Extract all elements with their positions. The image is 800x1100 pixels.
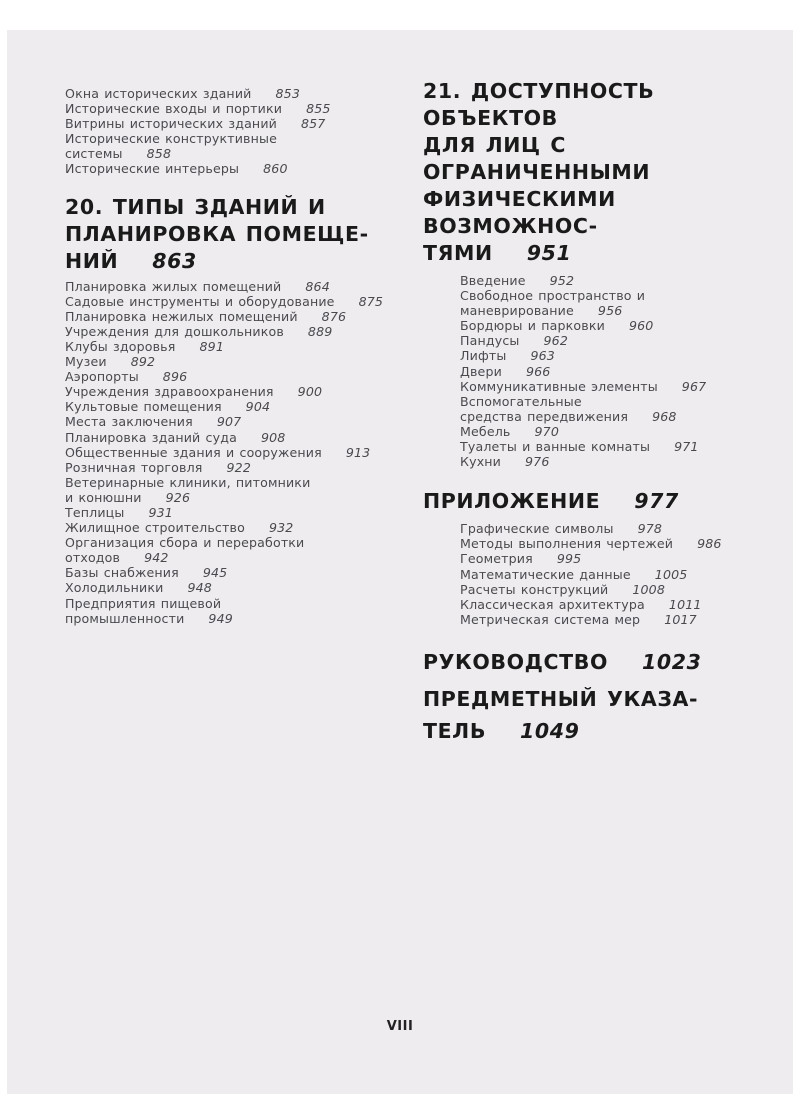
entry-page: 968 — [652, 408, 677, 424]
toc-entry — [65, 505, 405, 520]
toc-entry — [460, 394, 783, 409]
entry-title: Клубы здоровья — [65, 338, 176, 354]
entry-page: 913 — [345, 444, 371, 460]
toc-entry — [65, 294, 405, 309]
toc-entry — [65, 279, 405, 294]
entry-title: Музеи — [65, 354, 107, 370]
entry-title: Методы выполнения чертежей — [460, 536, 674, 552]
entry-page: 926 — [165, 489, 191, 505]
entry-title: Геометрия — [460, 551, 533, 567]
toc-entry — [460, 424, 783, 439]
book-page — [7, 30, 793, 1094]
toc-entry — [460, 536, 783, 551]
entry-title: Исторические входы и портики — [65, 101, 283, 117]
entry-page: 1008 — [632, 581, 666, 597]
entry-title: ПЛАНИРОВКА ПОМЕЩЕ- — [65, 221, 369, 246]
entry-title: Планировка жилых помещений — [65, 278, 282, 294]
entry-title: ДЛЯ ЛИЦ С ОГРАНИЧЕННЫМИ — [423, 133, 651, 184]
entry-page: 967 — [681, 378, 707, 394]
entry-page: 864 — [305, 278, 330, 294]
entry-page: 922 — [226, 459, 251, 475]
entry-title: 20. ТИПЫ ЗДАНИЙ И — [65, 194, 326, 219]
entry-page: 876 — [321, 308, 347, 324]
toc-entry — [65, 475, 405, 490]
entry-title: промышленности — [65, 610, 185, 626]
entry-page: 963 — [530, 348, 555, 364]
entry-title: Учреждения для дошкольников — [65, 323, 284, 339]
entry-title: Пандусы — [460, 333, 520, 349]
entry-page: 970 — [534, 423, 560, 439]
toc-entry — [460, 273, 783, 288]
toc-entry — [65, 414, 405, 429]
entry-title: НИЙ — [65, 248, 119, 273]
toc-entry — [65, 309, 405, 324]
entry-title: Планировка нежилых помещений — [65, 308, 298, 324]
entry-title: Ветеринарные клиники, питомники — [65, 474, 311, 490]
chapter-21-heading — [423, 78, 783, 267]
entry-title: ТЕЛЬ — [423, 718, 487, 743]
toc-entry — [65, 146, 405, 161]
toc-entry — [65, 596, 405, 611]
entry-title: Розничная торговля — [65, 459, 203, 475]
entry-page: 948 — [187, 580, 212, 596]
entry-title: Холодильники — [65, 580, 164, 596]
toc-entry — [65, 550, 405, 565]
entry-title: маневрирование — [460, 303, 574, 319]
entry-page: 875 — [358, 293, 384, 309]
entry-title: ТЯМИ — [423, 241, 493, 265]
entry-page: 978 — [637, 521, 663, 537]
entry-title: Организация сбора и переработки — [65, 535, 305, 551]
entry-page: 962 — [543, 333, 568, 349]
entry-page: 986 — [697, 536, 722, 552]
toc-entry — [460, 364, 783, 379]
toc-entry — [65, 354, 405, 369]
entry-page: 949 — [208, 610, 233, 626]
entry-page: 1017 — [664, 611, 697, 627]
toc-entry — [65, 565, 405, 580]
toc-entry — [460, 379, 783, 394]
toc-entry — [65, 430, 405, 445]
entry-title: Расчеты конструкций — [460, 581, 609, 597]
entry-page: 904 — [245, 399, 271, 415]
toc-entry — [65, 520, 405, 535]
entry-title: Общественные здания и сооружения — [65, 444, 322, 460]
page-number: VIII — [386, 1019, 414, 1034]
entry-page: 956 — [597, 303, 623, 319]
entry-title: Коммуникативные элементы — [460, 378, 658, 394]
entry-title: Базы снабжения — [65, 565, 179, 581]
entry-page: 960 — [628, 318, 654, 334]
toc-entry — [460, 567, 783, 582]
entry-page: 891 — [199, 338, 224, 354]
left-column — [65, 86, 405, 626]
entry-page: 966 — [525, 363, 551, 379]
toc-entry — [460, 582, 783, 597]
toc-entry — [460, 409, 783, 424]
toc-entry — [460, 333, 783, 348]
toc-entry — [460, 318, 783, 333]
chapter-page: 1023 — [642, 649, 702, 674]
toc-entry — [460, 612, 783, 627]
entry-title: Места заключения — [65, 414, 193, 430]
toc-list-chapter-20 — [65, 279, 405, 626]
entry-title: ПРИЛОЖЕНИЕ — [423, 489, 601, 514]
entry-title: средства передвижения — [460, 408, 629, 424]
right-column — [423, 78, 783, 747]
chapter-page: 863 — [152, 248, 197, 273]
entry-title: Витрины исторических зданий — [65, 116, 277, 132]
entry-title: Свободное пространство и — [460, 288, 646, 304]
toc-list-historic — [65, 86, 405, 177]
entry-title: Лифты — [460, 348, 507, 364]
entry-page: 892 — [130, 354, 156, 370]
entry-title: Бордюры и парковки — [460, 318, 605, 334]
entry-page: 952 — [549, 273, 575, 288]
toc-entry — [65, 611, 405, 626]
entry-title: Двери — [460, 363, 502, 379]
guide-heading — [423, 646, 783, 678]
entry-title: системы — [65, 146, 123, 162]
entry-page: 860 — [263, 161, 288, 177]
entry-page: 1011 — [668, 596, 702, 612]
entry-title: Планировка зданий суда — [65, 429, 237, 445]
toc-entry — [65, 535, 405, 550]
toc-entry — [65, 116, 405, 131]
entry-page: 995 — [556, 551, 582, 567]
chapter-page: 1049 — [520, 718, 580, 743]
index-heading — [423, 683, 783, 747]
toc-entry — [65, 445, 405, 460]
entry-page: 932 — [268, 520, 294, 536]
toc-list-appendix — [460, 521, 783, 627]
toc-entry — [65, 369, 405, 384]
toc-entry — [65, 324, 405, 339]
entry-title: отходов — [65, 550, 121, 566]
entry-page: 1005 — [654, 566, 688, 582]
toc-entry — [460, 439, 783, 454]
entry-title: Вспомогательные — [460, 393, 582, 409]
entry-page: 857 — [300, 116, 326, 132]
entry-page: 945 — [202, 565, 228, 581]
toc-entry — [65, 101, 405, 116]
toc-entry — [65, 131, 405, 146]
entry-title: Учреждения здравоохранения — [65, 384, 274, 400]
entry-page: 942 — [144, 550, 169, 566]
entry-title: 21. ДОСТУПНОСТЬ ОБЪЕКТОВ — [423, 79, 655, 130]
toc-entry — [65, 460, 405, 475]
entry-title: Графические символы — [460, 521, 614, 537]
toc-entry — [65, 399, 405, 414]
entry-page: 896 — [162, 369, 188, 385]
toc-entry — [65, 580, 405, 595]
entry-page: 976 — [525, 454, 550, 470]
entry-title: Жилищное строительство — [65, 520, 245, 536]
chapter-page: 977 — [634, 489, 679, 514]
entry-page: 889 — [307, 323, 333, 339]
entry-title: ФИЗИЧЕСКИМИ ВОЗМОЖНОС- — [423, 187, 616, 238]
toc-entry — [460, 303, 783, 318]
entry-title: Теплицы — [65, 504, 125, 520]
toc-entry — [460, 597, 783, 612]
toc-entry — [65, 339, 405, 354]
entry-title: Введение — [460, 273, 526, 288]
toc-entry — [65, 86, 405, 101]
entry-title: Математические данные — [460, 566, 631, 582]
entry-title: Исторические конструктивные — [65, 131, 277, 147]
toc-entry — [460, 454, 783, 469]
toc-entry — [460, 348, 783, 363]
entry-title: Садовые инструменты и оборудование — [65, 293, 335, 309]
entry-title: Исторические интерьеры — [65, 161, 240, 177]
toc-entry — [65, 161, 405, 176]
entry-page: 900 — [297, 384, 323, 400]
entry-page: 855 — [306, 101, 331, 117]
entry-page: 907 — [216, 414, 242, 430]
toc-entry — [65, 490, 405, 505]
entry-page: 858 — [146, 146, 172, 162]
toc-entry — [460, 521, 783, 536]
appendix-heading — [423, 488, 783, 515]
entry-title: Аэропорты — [65, 369, 139, 385]
entry-title: Туалеты и ванные комнаты — [460, 439, 651, 455]
entry-title: Классическая архитектура — [460, 596, 645, 612]
chapter-page: 951 — [526, 241, 572, 265]
entry-page: 931 — [148, 504, 173, 520]
entry-title: ПРЕДМЕТНЫЙ УКАЗА- — [423, 686, 699, 711]
entry-page: 908 — [260, 429, 286, 445]
entry-title: Культовые помещения — [65, 399, 222, 415]
entry-title: Окна исторических зданий — [65, 86, 252, 101]
toc-list-chapter-21 — [460, 273, 783, 469]
entry-title: РУКОВОДСТВО — [423, 649, 609, 674]
entry-title: и конюшни — [65, 489, 142, 505]
entry-title: Мебель — [460, 423, 511, 439]
toc-entry — [65, 384, 405, 399]
entry-page: 853 — [275, 86, 300, 101]
toc-entry — [460, 551, 783, 566]
chapter-20-heading — [65, 194, 405, 275]
entry-page: 971 — [674, 439, 699, 455]
entry-title: Предприятия пищевой — [65, 595, 222, 611]
toc-entry — [460, 288, 783, 303]
entry-title: Кухни — [460, 454, 502, 470]
entry-title: Метрическая система мер — [460, 611, 641, 627]
